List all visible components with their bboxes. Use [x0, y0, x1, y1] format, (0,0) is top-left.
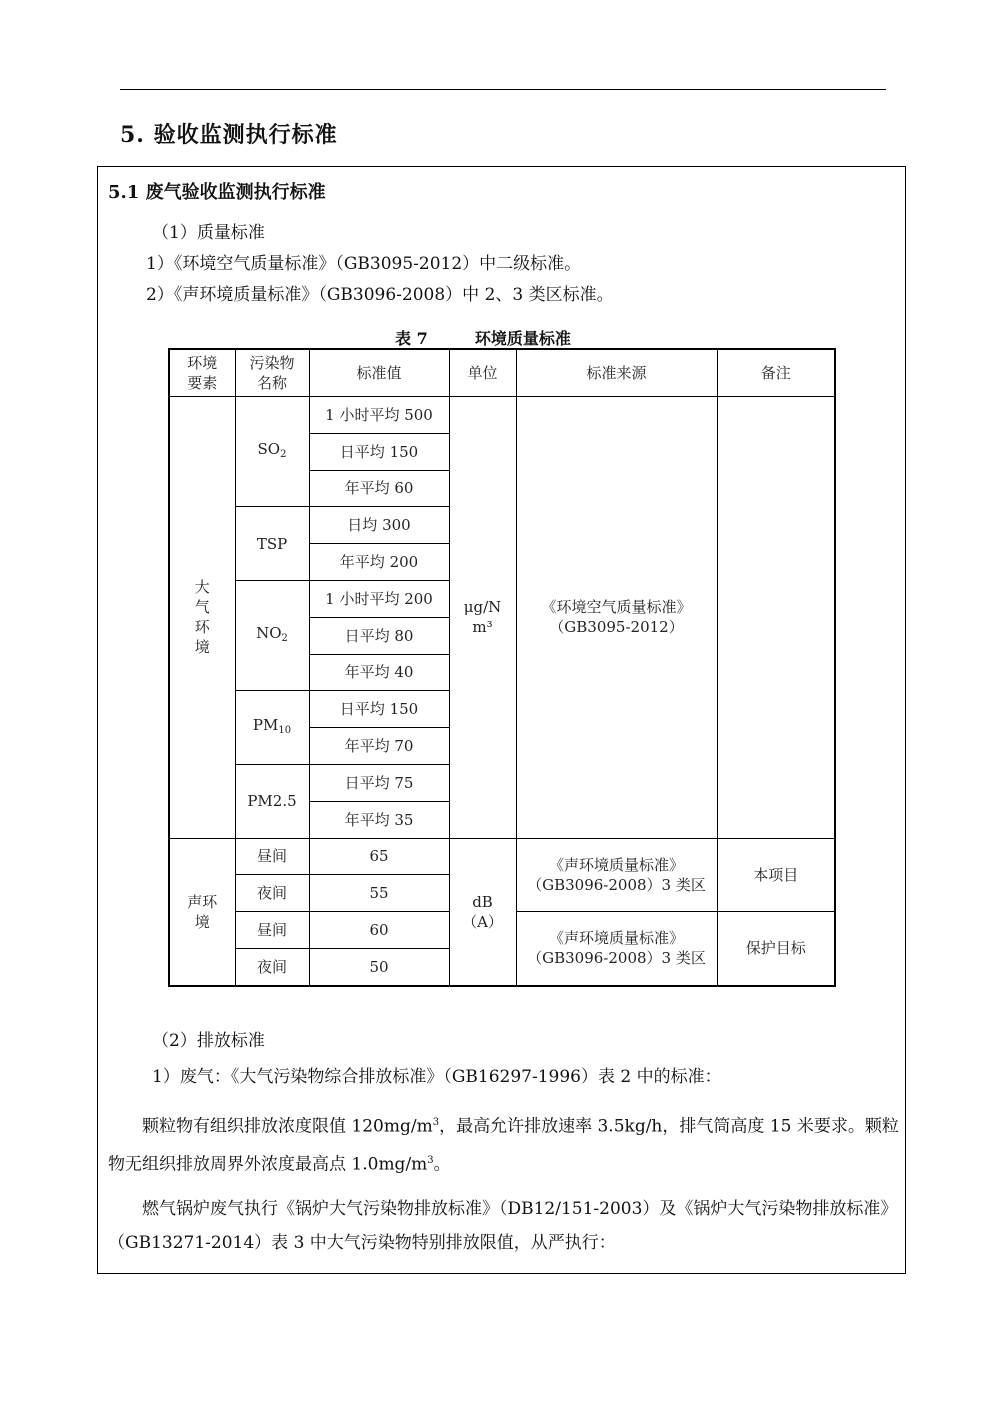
tsp-value-year: 年平均 200 [309, 544, 449, 581]
no2-value-day: 日平均 80 [309, 617, 449, 654]
header-unit: 单位 [449, 349, 516, 397]
noise-period: 夜间 [235, 948, 309, 985]
table-caption [395, 326, 571, 349]
pm10-value-day: 日平均 150 [309, 691, 449, 728]
table-header-row [169, 349, 835, 397]
noise-value: 65 [309, 838, 449, 875]
noise-value: 60 [309, 912, 449, 949]
pm25-value-day: 日平均 75 [309, 764, 449, 801]
table-caption-title: 环境质量标准 [474, 329, 571, 348]
particulate-paragraph: 颗粒物有组织排放浓度限值 $120mg/m^3$，最高允许排放速率 3.5kg/h，排气筒高度 15 米要求。颗粒物无组织排放周界外浓度最高点 $1.0mg/m^3$。 [108, 1116, 899, 1175]
subsection-title: 5.1 废气验收监测执行标准 [108, 182, 326, 203]
air-unit-cell: μg/Nm³ [449, 397, 516, 839]
table-row [169, 397, 835, 434]
tsp-value-day: 日均 300 [309, 507, 449, 544]
noise-period: 昼间 [235, 912, 309, 949]
header-standard-value: 标准值 [309, 349, 449, 397]
emission-item-1: 1）废气：《大气污染物综合排放标准》（GB16297-1996）表 2 中的标准： [152, 1067, 722, 1087]
noise-value: 55 [309, 875, 449, 912]
section-title: 5. 验收监测执行标准 [120, 122, 338, 148]
air-source-cell: 《环境空气质量标准》 （GB3095-2012） [516, 397, 717, 839]
emission-heading: （2）排放标准 [152, 1031, 265, 1051]
noise-value: 50 [309, 948, 449, 985]
noise-note-a: 本项目 [717, 838, 835, 912]
header-rule [120, 89, 886, 90]
air-element-cell: 大气环境 [169, 397, 235, 839]
so2-value-year: 年平均 60 [309, 470, 449, 507]
header-note: 备注 [717, 349, 835, 397]
no2-value-year: 年平均 40 [309, 654, 449, 691]
table-row [169, 838, 835, 875]
pollutant-pm25: PM2.5 [235, 764, 309, 838]
header-pollutant: 污染物名称 [235, 349, 309, 397]
noise-source-b: 《声环境质量标准》 （GB3096-2008）3 类区 [516, 912, 717, 986]
quality-heading: （1）质量标准 [152, 223, 265, 243]
pm25-value-year: 年平均 35 [309, 801, 449, 838]
pollutant-so2: $SO_2$ [235, 397, 309, 507]
environment-quality-table [168, 348, 836, 987]
pollutant-pm10: $PM_{10}$ [235, 691, 309, 765]
no2-value-1h: 1 小时平均 200 [309, 580, 449, 617]
noise-note-b: 保护目标 [717, 912, 835, 986]
pollutant-no2: $NO_2$ [235, 580, 309, 690]
header-element: 环境要素 [169, 349, 235, 397]
air-note-cell [717, 397, 835, 839]
noise-unit-cell: dB （A） [449, 838, 516, 986]
pollutant-tsp: TSP [235, 507, 309, 581]
quality-item-1: 1）《环境空气质量标准》（GB3095-2012）中二级标准。 [146, 254, 582, 274]
noise-source-a: 《声环境质量标准》 （GB3096-2008）3 类区 [516, 838, 717, 912]
table-caption-number: 表 7 [395, 329, 428, 348]
quality-item-2: 2）《声环境质量标准》（GB3096-2008）中 2、3 类区标准。 [146, 285, 614, 305]
boiler-paragraph: 燃气锅炉废气执行《锅炉大气污染物排放标准》（DB12/151-2003）及《锅炉大气污染物排放标准》（GB13271-2014）表 3 中大气污染物特别排放限值，从严执行： [108, 1199, 898, 1253]
so2-value-day: 日平均 150 [309, 433, 449, 470]
header-source: 标准来源 [516, 349, 717, 397]
pm10-value-year: 年平均 70 [309, 728, 449, 765]
noise-period: 昼间 [235, 838, 309, 875]
so2-value-1h: 1 小时平均 500 [309, 397, 449, 434]
noise-period: 夜间 [235, 875, 309, 912]
noise-element-cell: 声环境 [169, 838, 235, 986]
